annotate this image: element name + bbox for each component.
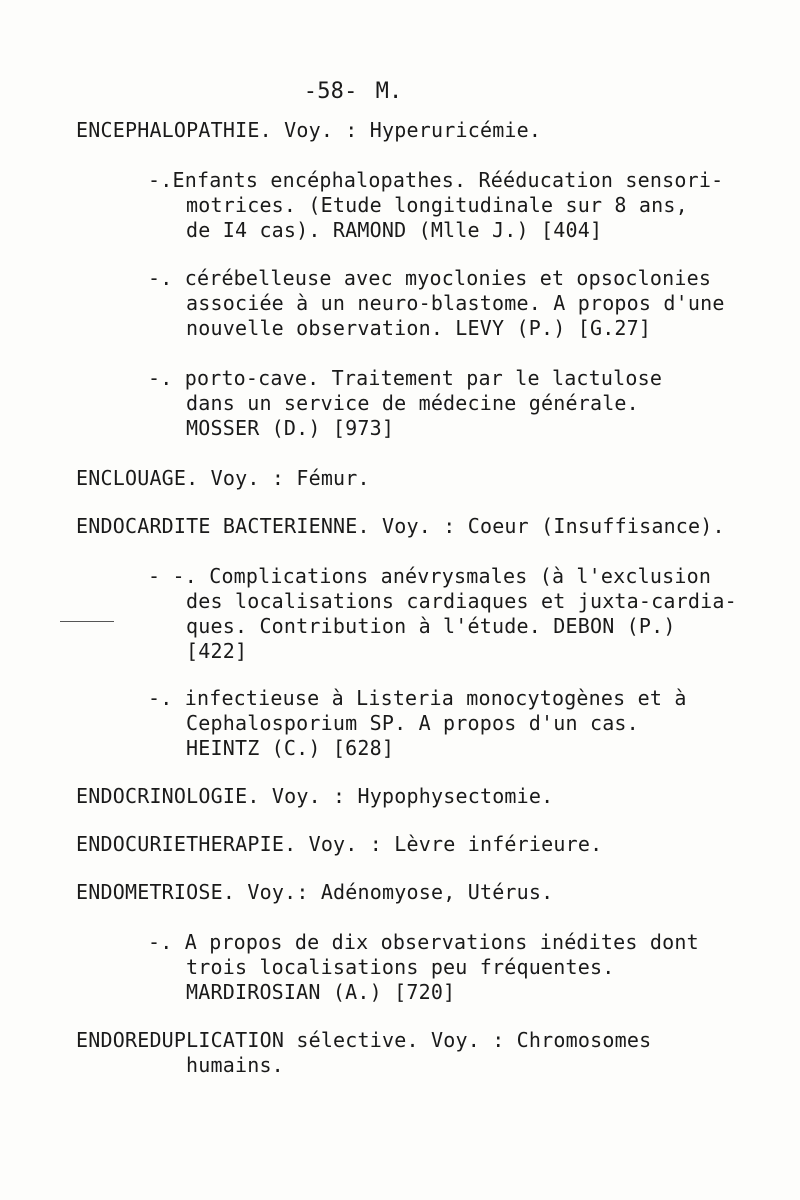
- index-line-l23: -. A propos de dix observations inédites dont: [148, 930, 699, 954]
- index-line-l8: -. porto-cave. Traitement par le lactulose: [148, 366, 663, 390]
- page-number: -58-: [303, 79, 358, 104]
- index-line-l21: ENDOCURIETHERAPIE. Voy. : Lèvre inférieure.: [76, 832, 603, 856]
- index-line-l15: ques. Contribution à l'étude. DEBON (P.): [186, 614, 676, 638]
- index-line-l11: ENCLOUAGE. Voy. : Fémur.: [76, 466, 370, 490]
- index-line-l27: humains.: [186, 1053, 284, 1077]
- index-line-l9: dans un service de médecine générale.: [186, 391, 639, 415]
- index-line-l4: de I4 cas). RAMOND (Mlle J.) [404]: [186, 218, 603, 242]
- index-line-l1: ENCEPHALOPATHIE. Voy. : Hyperuricémie.: [76, 118, 542, 142]
- index-line-l16: [422]: [186, 639, 248, 663]
- index-line-l19: HEINTZ (C.) [628]: [186, 736, 395, 760]
- index-line-l17: -. infectieuse à Listeria monocytogènes et à: [148, 686, 687, 710]
- index-line-l13: - -. Complications anévrysmales (à l'exclusion: [148, 564, 712, 588]
- index-line-l10: MOSSER (D.) [973]: [186, 416, 395, 440]
- index-line-l14: des localisations cardiaques et juxta-cardia-: [186, 589, 737, 613]
- index-line-l26: ENDOREDUPLICATION sélective. Voy. : Chromosomes: [76, 1028, 652, 1052]
- index-line-l22: ENDOMETRIOSE. Voy.: Adénomyose, Utérus.: [76, 880, 554, 904]
- margin-dash-mark: [60, 621, 114, 622]
- index-line-l3: motrices. (Etude longitudinale sur 8 ans,: [186, 193, 688, 217]
- index-line-l7: nouvelle observation. LEVY (P.) [G.27]: [186, 316, 652, 340]
- index-line-l5: -. cérébelleuse avec myoclonies et opsoclonies: [148, 266, 712, 290]
- index-line-l2: -.Enfants encéphalopathes. Rééducation sensori-: [148, 168, 724, 192]
- index-line-l12: ENDOCARDITE BACTERIENNE. Voy. : Coeur (Insuffisance).: [76, 514, 725, 538]
- index-line-l6: associée à un neuro-blastome. A propos d'une: [186, 291, 725, 315]
- index-line-l24: trois localisations peu fréquentes.: [186, 955, 615, 979]
- section-letter: M.: [375, 79, 403, 104]
- index-line-l18: Cephalosporium SP. A propos d'un cas.: [186, 711, 639, 735]
- index-line-l25: MARDIROSIAN (A.) [720]: [186, 980, 456, 1004]
- index-line-l20: ENDOCRINOLOGIE. Voy. : Hypophysectomie.: [76, 784, 554, 808]
